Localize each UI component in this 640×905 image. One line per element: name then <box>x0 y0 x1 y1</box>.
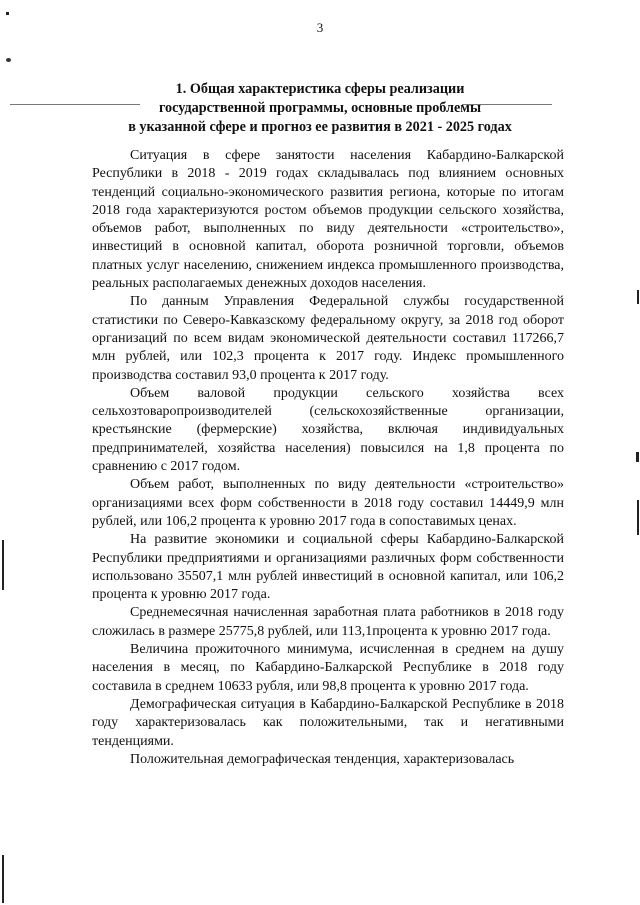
paragraph-subsistence-minimum: Величина прожиточного минимума, исчисленная в среднем на душу населения в месяц, по Кабардино-Балкарской Республике в 2018 году составила в среднем 10633 рубля, или 98,8 процента к уровню 2017 года. <box>92 642 564 694</box>
scan-mark-right-lower <box>637 500 639 535</box>
heading-line-1: 1. Общая характеристика сферы реализации <box>175 81 465 97</box>
scan-mark-right-upper <box>637 290 639 304</box>
paragraph-demography-positive: Положительная демографическая тенденция, характеризовалась <box>130 751 515 767</box>
heading-line-2: государственной программы, основные проблемы <box>158 100 482 116</box>
scan-rule-left <box>10 104 140 105</box>
paragraph-statistics-turnover: По данным Управления Федеральной службы государственной статистики по Северо-Кавказскому федеральному округу, за 2018 год оборот организаций по всем видам экономической деятельности составил 117266,7 млн рублей, или 102,3 процента к 2017 году. Индекс промышленного производства составил 93,0 процента к 2017 году. <box>92 294 564 383</box>
scan-mark-left-margin <box>2 540 4 590</box>
paragraph-agriculture: Объем валовой продукции сельского хозяйства всех сельхозтоваропроизводителей (сельскохозяйственные организации, крестьянские (фермерские) хозяйства, включая индивидуальных предпринимателей, хозяйства населения) повысился на 1,8 процента по сравнению с 2017 годом. <box>92 385 564 475</box>
paragraph-construction: Объем работ, выполненных по виду деятельности «строительство» организациями всех форм собственности в 2018 году составил 14449,9 млн рублей, или 106,2 процента к уровню 2017 года в сопоставимых ценах. <box>92 477 564 529</box>
scan-rule-right <box>462 104 552 105</box>
paragraph-demography: Демографическая ситуация в Кабардино-Балкарской Республике в 2018 году характеризовалась как положительными, так и негативными тенденциями. <box>92 696 564 749</box>
paragraph-employment-situation: Ситуация в сфере занятости населения Кабардино-Балкарской Республики в 2018 - 2019 годах складывалась под влиянием основных тенденций социально-экономического развития региона, которые по итогам 2018 года характеризуются ростом объемов продукции сельского хозяйства, объемов работ, выполненных по виду деятельности «строительство», инвестиций в основной капитал, оборота розничной торговли, объемов платных услуг населению, снижением индекса промышленного производства, реальных располагаемых денежных доходов населения. <box>92 148 564 292</box>
paragraph-investments: На развитие экономики и социальной сферы Кабардино-Балкарской Республики предприятиями и организациями различных форм собственности использовано 35507,1 млн рублей инвестиций в основной капитал, или 106,2 процента к уровню 2017 года. <box>92 532 564 603</box>
body-text <box>92 147 564 769</box>
scan-mark-right-middle <box>636 452 639 462</box>
scan-dot-left <box>6 58 11 62</box>
section-heading <box>90 80 550 137</box>
scan-mark-left-bottom <box>2 855 4 903</box>
scan-mark-top-left <box>6 12 9 15</box>
paragraph-wages: Среднемесячная начисленная заработная плата работников в 2018 году сложилась в размере 25775,8 рублей, или 113,1процента к уровню 2017 года. <box>92 605 564 639</box>
page-number: 3 <box>316 20 324 35</box>
heading-line-3: в указанной сфере и прогноз ее развития в 2021 - 2025 годах <box>128 119 512 135</box>
